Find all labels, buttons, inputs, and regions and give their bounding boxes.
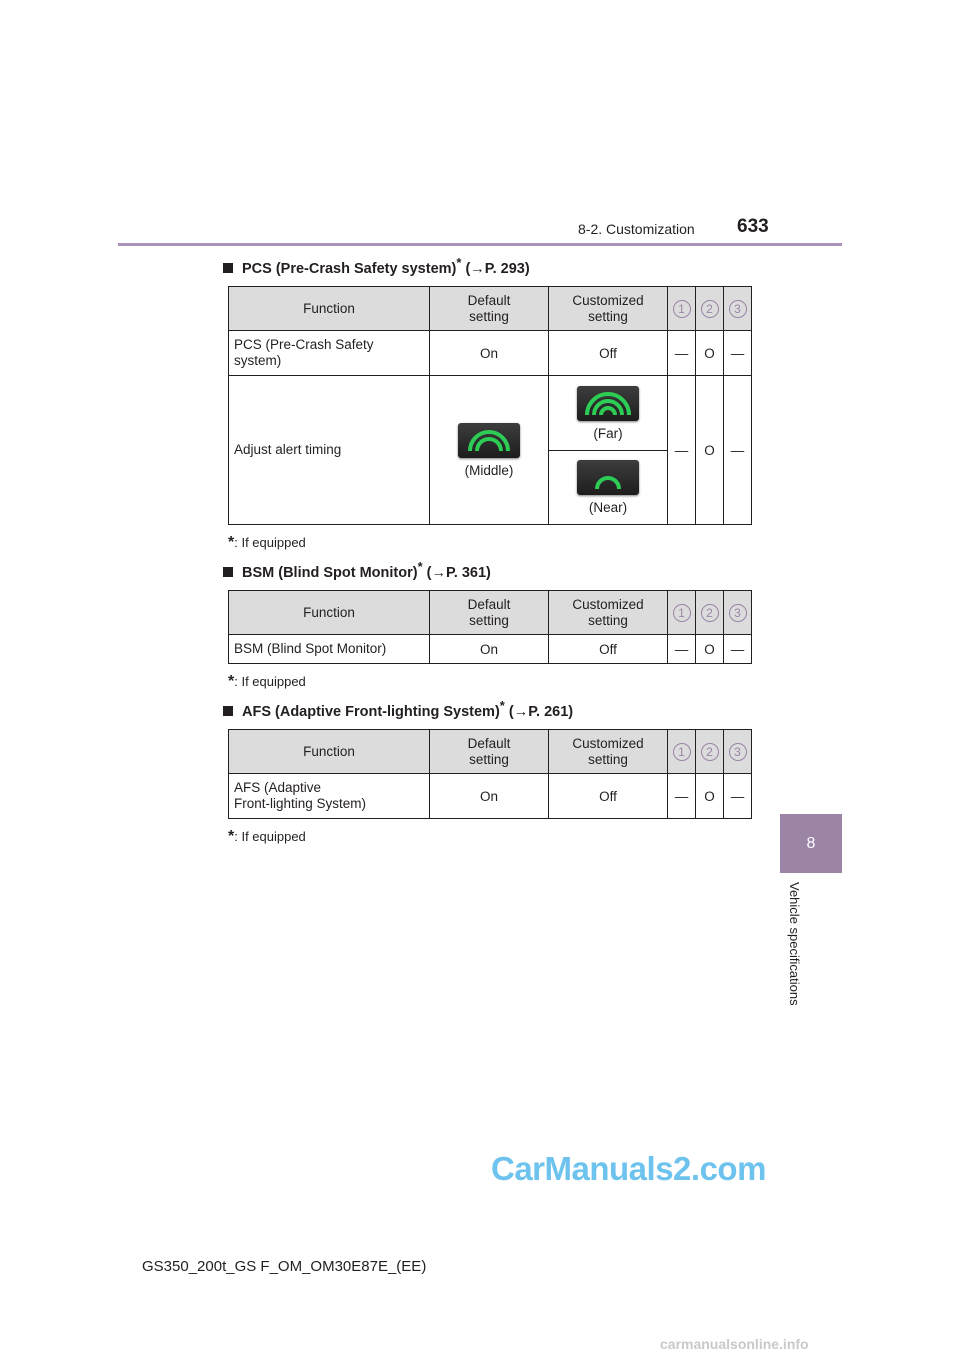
header-col-2	[696, 287, 724, 331]
header-customized: Customized setting	[549, 591, 668, 635]
middle-label: (Middle)	[464, 462, 514, 478]
square-bullet-icon	[223, 263, 233, 273]
pcs-title-text: PCS (Pre-Crash Safety system)	[242, 260, 457, 277]
row-c1: —	[668, 376, 696, 525]
pcs-table	[228, 286, 752, 525]
table-row	[229, 774, 752, 819]
header-customized: Customized setting	[549, 287, 668, 331]
header-col-3	[724, 730, 752, 774]
afs-page-ref[interactable]: (→P. 261)	[508, 703, 574, 720]
header-customized: Customized setting	[549, 730, 668, 774]
circled-number-3-icon: 3	[729, 300, 747, 318]
table-header-row	[229, 591, 752, 635]
row-function: Adjust alert timing	[229, 376, 430, 525]
chapter-label-wrap	[784, 882, 806, 1022]
circled-number-2-icon: 2	[701, 604, 719, 622]
afs-table	[228, 729, 752, 819]
row-c3: —	[724, 774, 752, 819]
bsm-table	[228, 590, 752, 664]
chapter-number: 8	[806, 834, 816, 852]
bsm-title-text: BSM (Blind Spot Monitor)	[242, 564, 418, 581]
afs-footnote: *: If equipped	[228, 828, 306, 845]
header-divider	[118, 243, 842, 246]
row-default	[430, 376, 549, 525]
header-col-3	[724, 591, 752, 635]
page-number: 633	[737, 216, 769, 237]
chapter-tab	[780, 814, 842, 873]
pcs-title-star: *	[456, 255, 462, 270]
row-customized: Off	[549, 635, 668, 664]
row-c2: O	[696, 376, 724, 525]
header-function: Function	[229, 730, 430, 774]
row-c2: O	[696, 635, 724, 664]
bsm-title-star: *	[417, 559, 423, 574]
table-row	[229, 376, 752, 451]
bsm-section-title	[223, 559, 491, 581]
square-bullet-icon	[223, 706, 233, 716]
afs-title-star: *	[499, 698, 505, 713]
header-col-1	[668, 287, 696, 331]
header-default: Default setting	[430, 287, 549, 331]
row-function: PCS (Pre-Crash Safety system)	[229, 331, 430, 376]
afs-title-text: AFS (Adaptive Front-lighting System)	[242, 703, 500, 720]
row-customized: Off	[549, 331, 668, 376]
row-function: AFS (Adaptive Front-lighting System)	[229, 774, 430, 819]
row-default: On	[430, 635, 549, 664]
row-default: On	[430, 331, 549, 376]
row-c1: —	[668, 635, 696, 664]
afs-section-title	[223, 698, 573, 720]
table-row	[229, 331, 752, 376]
row-function: BSM (Blind Spot Monitor)	[229, 635, 430, 664]
header-function: Function	[229, 287, 430, 331]
pcs-section-title	[223, 255, 530, 277]
header-function: Function	[229, 591, 430, 635]
header-col-2	[696, 730, 724, 774]
table-header-row	[229, 730, 752, 774]
header-default: Default setting	[430, 591, 549, 635]
watermark-secondary: carmanualsonline.info	[660, 1336, 809, 1352]
row-c3: —	[724, 635, 752, 664]
row-c2: O	[696, 331, 724, 376]
near-label: (Near)	[588, 500, 628, 515]
pcs-footnote: *: If equipped	[228, 534, 306, 551]
radar-near-icon	[577, 460, 639, 495]
row-c1: —	[668, 331, 696, 376]
circled-number-3-icon: 3	[729, 604, 747, 622]
header-col-1	[668, 730, 696, 774]
row-c1: —	[668, 774, 696, 819]
circled-number-1-icon: 1	[673, 604, 691, 622]
section-title: 8-2. Customization	[578, 221, 695, 237]
chapter-label: Vehicle specifications	[787, 882, 802, 1006]
row-customized: Off	[549, 774, 668, 819]
row-c2: O	[696, 774, 724, 819]
circled-number-1-icon: 1	[673, 300, 691, 318]
header-col-2	[696, 591, 724, 635]
row-c3: —	[724, 376, 752, 525]
header-default: Default setting	[430, 730, 549, 774]
table-header-row	[229, 287, 752, 331]
radar-middle-icon	[458, 423, 520, 458]
watermark: CarManuals2.com	[491, 1150, 766, 1187]
circled-number-2-icon: 2	[701, 300, 719, 318]
circled-number-3-icon: 3	[729, 743, 747, 761]
bsm-page-ref[interactable]: (→P. 361)	[426, 564, 491, 581]
table-row	[229, 635, 752, 664]
header-col-3	[724, 287, 752, 331]
radar-far-icon	[577, 386, 639, 421]
row-c3: —	[724, 331, 752, 376]
pcs-page-ref[interactable]: (→P. 293)	[465, 260, 530, 277]
row-default: On	[430, 774, 549, 819]
bsm-footnote: *: If equipped	[228, 673, 306, 690]
circled-number-2-icon: 2	[701, 743, 719, 761]
square-bullet-icon	[223, 567, 233, 577]
document-id: GS350_200t_GS F_OM_OM30E87E_(EE)	[142, 1258, 427, 1275]
circled-number-1-icon: 1	[673, 743, 691, 761]
far-label: (Far)	[593, 425, 623, 441]
row-customized-near	[549, 451, 668, 525]
row-customized-far	[549, 376, 668, 451]
header-col-1	[668, 591, 696, 635]
